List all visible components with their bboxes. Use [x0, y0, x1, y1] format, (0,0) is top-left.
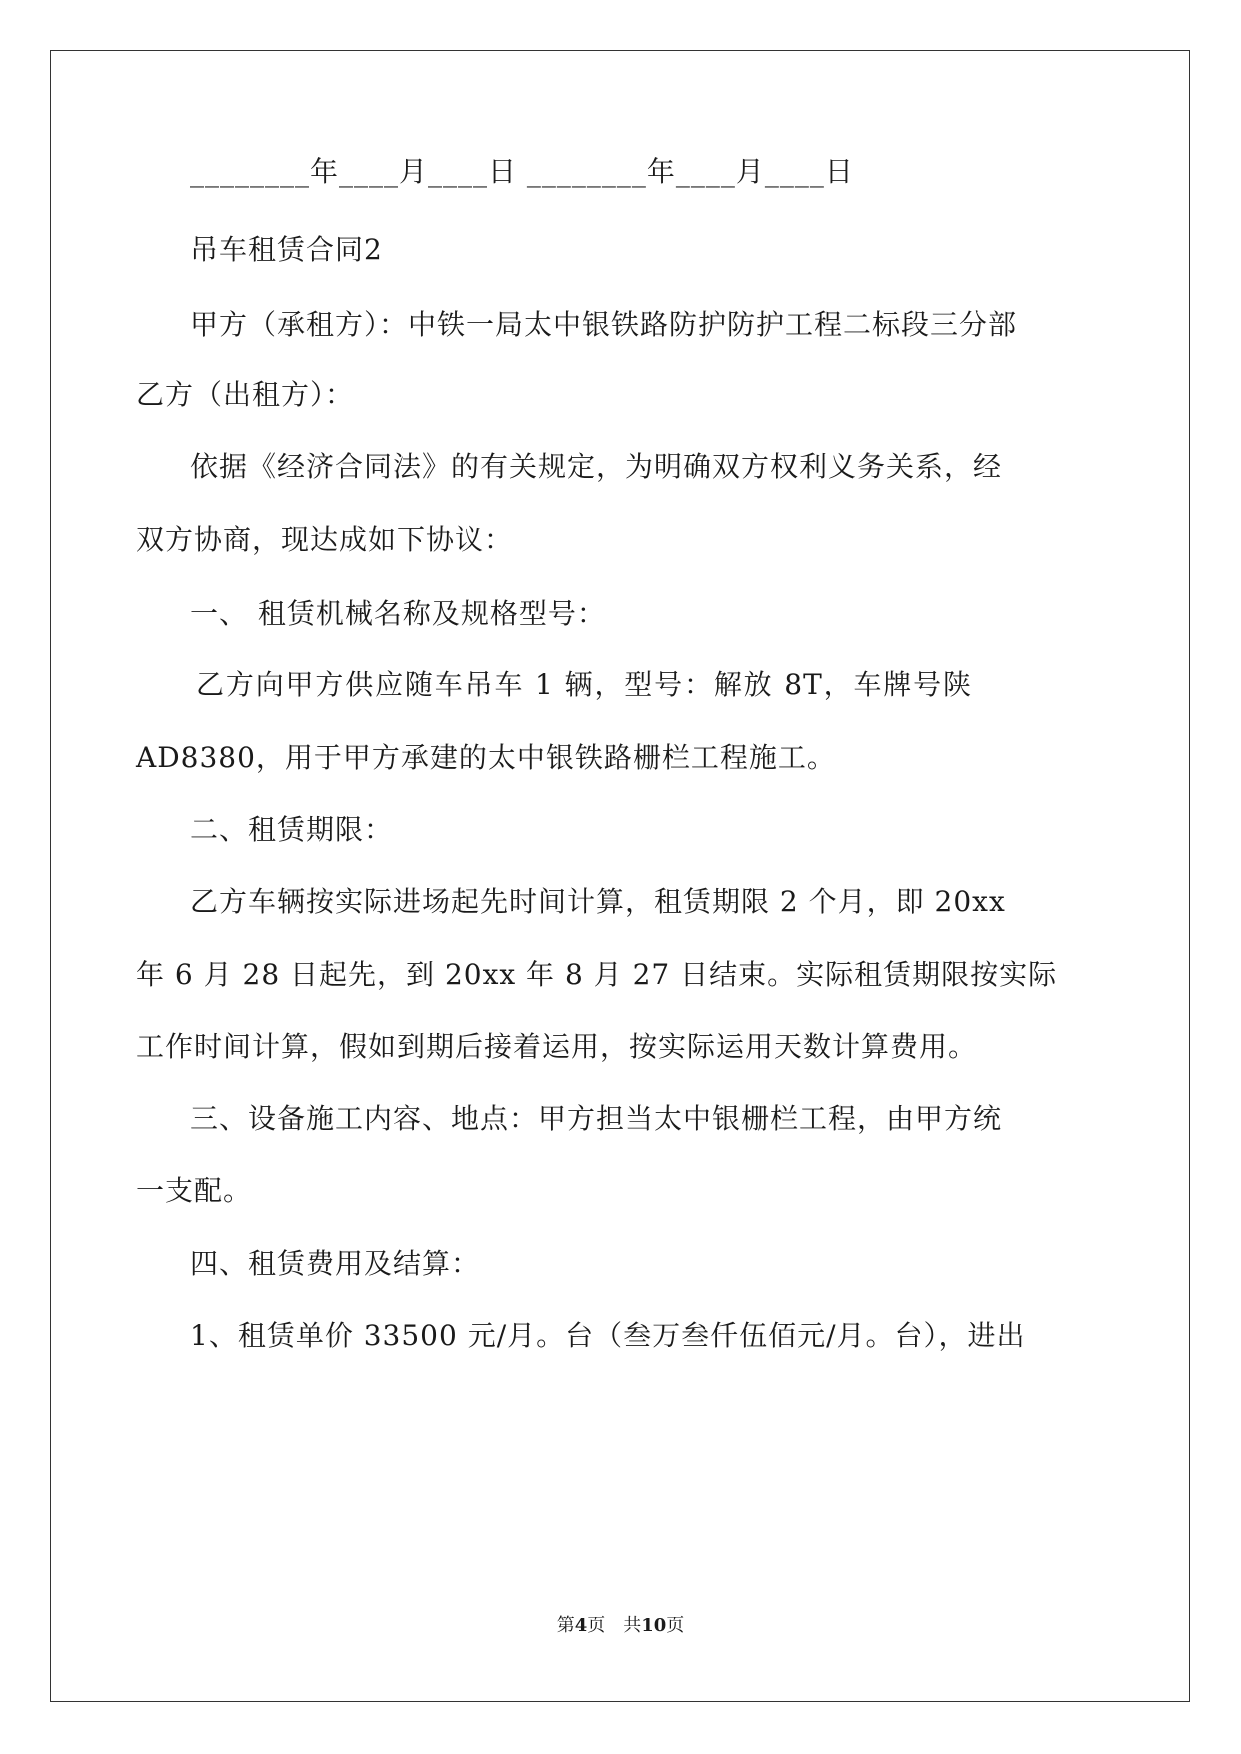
- contract-title: 吊车租赁合同2: [190, 233, 383, 266]
- footer-suffix: 页: [666, 1615, 685, 1636]
- footer-prefix: 第: [556, 1615, 575, 1636]
- paragraph-price-line-1: 1、租赁单价 33500 元/月。台（叁万叁仟伍佰元/月。台），进出: [190, 1319, 1026, 1352]
- page-footer: [0, 1614, 1241, 1638]
- footer-current-page: 4: [574, 1615, 588, 1636]
- paragraph-vehicle-line-1: 乙方向甲方供应随车吊车 1 辆，型号：解放 8T，车牌号陕: [196, 668, 972, 701]
- paragraph-period-line-1: 乙方车辆按实际进场起先时间计算，租赁期限 2 个月，即 20xx: [190, 885, 1006, 918]
- page-border: [50, 50, 1190, 1702]
- paragraph-vehicle-line-2: AD8380，用于甲方承建的太中银铁路栅栏工程施工。: [136, 741, 836, 774]
- paragraph-period-line-2: 年 6 月 28 日起先，到 20xx 年 8 月 27 日结束。实际租赁期限按实际: [136, 958, 1058, 991]
- paragraph-period-line-3: 工作时间计算，假如到期后接着运用，按实际运用天数计算费用。: [136, 1030, 978, 1063]
- footer-total-pages: 10: [641, 1615, 667, 1636]
- paragraph-basis-line-1: 依据《经济合同法》的有关规定，为明确双方权利义务关系，经: [190, 450, 1003, 483]
- signature-date-line: ________年____月____日 ________年____月____日: [190, 155, 854, 188]
- section-heading-2: 二、租赁期限：: [190, 813, 394, 846]
- party-a-line: 甲方（承租方）：中铁一局太中银铁路防护防护工程二标段三分部: [190, 308, 1018, 341]
- paragraph-basis-line-2: 双方协商，现达成如下协议：: [136, 523, 514, 556]
- section-heading-3-line-2: 一支配。: [136, 1174, 253, 1207]
- section-heading-1: 一、 租赁机械名称及规格型号：: [190, 597, 606, 630]
- section-heading-3-line-1: 三、设备施工内容、地点：甲方担当太中银栅栏工程，由甲方统: [190, 1102, 1003, 1135]
- section-heading-4: 四、租赁费用及结算：: [190, 1247, 481, 1280]
- footer-middle: 页 共: [587, 1615, 642, 1636]
- party-b-line: 乙方（出租方）：: [136, 378, 355, 411]
